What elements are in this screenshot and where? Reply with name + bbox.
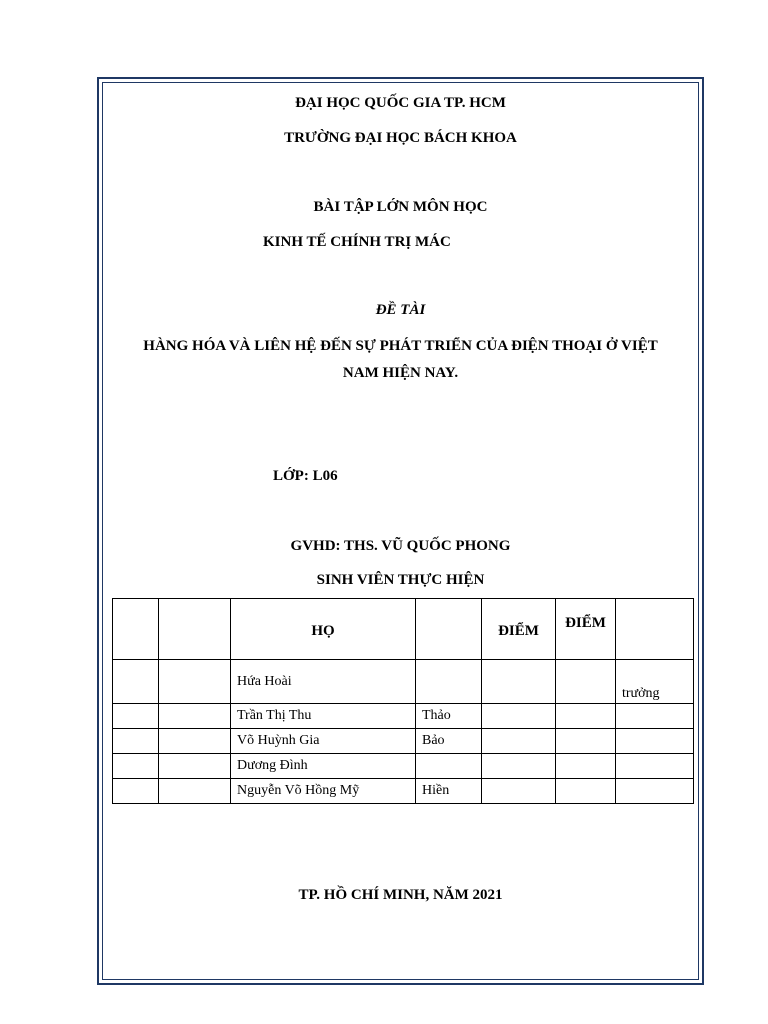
table-cell bbox=[159, 729, 231, 754]
table-row bbox=[113, 704, 694, 729]
table-row bbox=[113, 779, 694, 804]
table-cell bbox=[159, 754, 231, 779]
university-name: ĐẠI HỌC QUỐC GIA TP. HCM bbox=[295, 95, 506, 111]
table-cell bbox=[556, 660, 616, 704]
page-border-inner bbox=[102, 82, 699, 980]
assignment-title: BÀI TẬP LỚN MÔN HỌC bbox=[313, 199, 488, 215]
student-role: trưởng bbox=[616, 660, 694, 704]
table-cell bbox=[482, 660, 556, 704]
table-cell bbox=[113, 729, 159, 754]
table-cell bbox=[113, 660, 159, 704]
student-surname: Trần Thị Thu bbox=[231, 704, 416, 729]
table-cell bbox=[616, 779, 694, 804]
table-cell bbox=[482, 704, 556, 729]
table-cell bbox=[616, 704, 694, 729]
topic-label: ĐỀ TÀI bbox=[375, 302, 426, 318]
table-cell bbox=[113, 779, 159, 804]
table-row bbox=[113, 754, 694, 779]
header-cell bbox=[113, 599, 159, 660]
table-header-row bbox=[113, 599, 694, 660]
table-cell bbox=[482, 779, 556, 804]
class-info: LỚP: L06 bbox=[273, 468, 338, 484]
table-row bbox=[113, 660, 694, 704]
table-row bbox=[113, 729, 694, 754]
header-cell bbox=[616, 599, 694, 660]
subject-name: KINH TẾ CHÍNH TRỊ MÁC bbox=[263, 234, 451, 250]
header-cell bbox=[159, 599, 231, 660]
table-cell bbox=[159, 660, 231, 704]
students-heading: SINH VIÊN THỰC HIỆN bbox=[316, 572, 485, 588]
advisor: GVHD: THS. VŨ QUỐC PHONG bbox=[290, 538, 511, 554]
school-name: TRƯỜNG ĐẠI HỌC BÁCH KHOA bbox=[284, 130, 517, 146]
table-cell bbox=[113, 704, 159, 729]
table-cell bbox=[556, 779, 616, 804]
student-given-name: Hiền bbox=[416, 779, 482, 804]
table-cell bbox=[113, 754, 159, 779]
table-cell bbox=[159, 779, 231, 804]
header-cell-diem-2: ĐIỂM bbox=[556, 599, 616, 660]
student-surname: Nguyễn Võ Hồng Mỹ bbox=[231, 779, 416, 804]
table-cell bbox=[556, 704, 616, 729]
table-cell bbox=[616, 754, 694, 779]
table-cell bbox=[556, 754, 616, 779]
header-cell-ho: HỌ bbox=[231, 599, 416, 660]
student-given-name bbox=[416, 660, 482, 704]
student-surname: Hứa Hoài bbox=[231, 660, 416, 704]
table-cell bbox=[482, 729, 556, 754]
header-cell-diem-1: ĐIỂM bbox=[482, 599, 556, 660]
student-given-name: Thảo bbox=[416, 704, 482, 729]
table-cell bbox=[556, 729, 616, 754]
student-surname: Võ Huỳnh Gia bbox=[231, 729, 416, 754]
student-surname: Dương Đình bbox=[231, 754, 416, 779]
table-cell bbox=[616, 729, 694, 754]
table-cell bbox=[482, 754, 556, 779]
students-table bbox=[112, 598, 694, 804]
footer-location-year: TP. HỒ CHÍ MINH, NĂM 2021 bbox=[298, 887, 503, 903]
student-given-name: Bảo bbox=[416, 729, 482, 754]
topic-title-line-1: HÀNG HÓA VÀ LIÊN HỆ ĐẾN SỰ PHÁT TRIỂN CỦA ĐIỆN THOẠI Ở VIỆT bbox=[143, 338, 658, 354]
student-given-name bbox=[416, 754, 482, 779]
table-cell bbox=[159, 704, 231, 729]
topic-title-line-2: NAM HIỆN NAY. bbox=[342, 365, 459, 381]
header-cell bbox=[416, 599, 482, 660]
